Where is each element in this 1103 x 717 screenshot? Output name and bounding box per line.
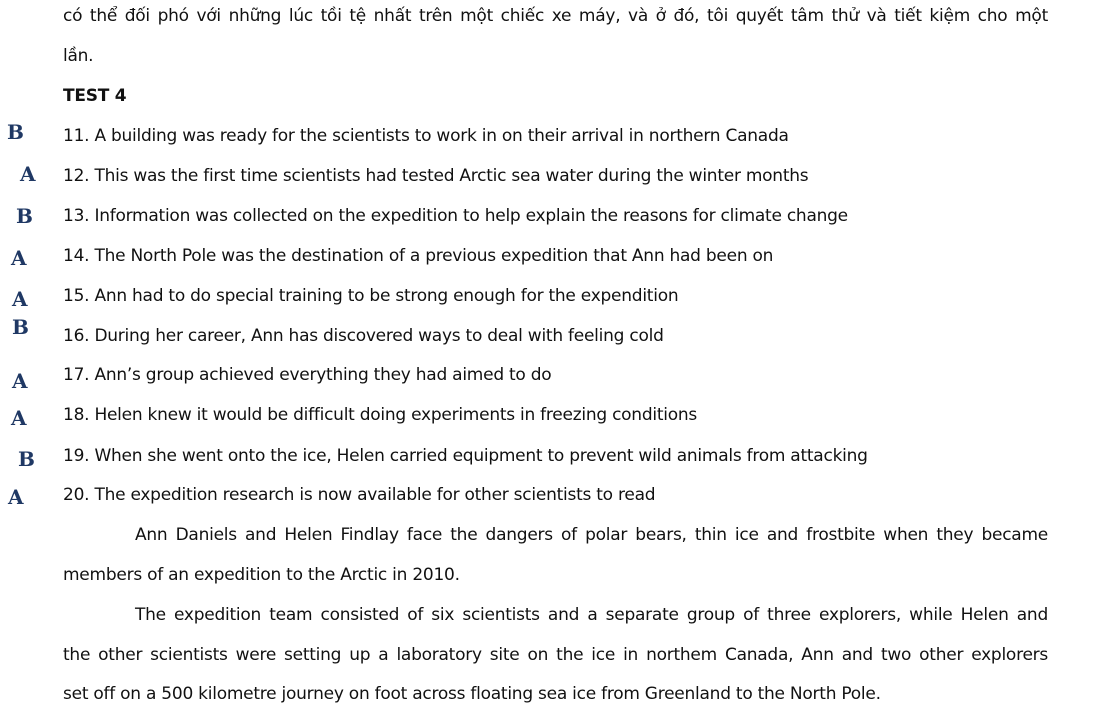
passage-line: members of an expedition to the Arctic in 2010. [63, 565, 460, 585]
statement: 18. Helen knew it would be difficult doing experiments in freezing conditions [63, 405, 698, 425]
statement: 17. Ann’s group achieved everything they had aimed to do [63, 365, 552, 385]
intro-line: lần. [63, 46, 94, 66]
answer-mark: A [20, 162, 36, 186]
passage-line: Ann Daniels and Helen Findlay face the dangers of polar bears, thin ice and frostbite when they became [135, 525, 1048, 545]
answer-mark: B [18, 447, 35, 471]
answer-mark: B [7, 120, 24, 144]
statement: 13. Information was collected on the expedition to help explain the reasons for climate change [63, 206, 848, 226]
answer-mark: A [12, 369, 28, 393]
statement: 19. When she went onto the ice, Helen carried equipment to prevent wild animals from attacking [63, 446, 868, 466]
answer-mark: A [12, 287, 28, 311]
answer-mark: A [8, 485, 24, 509]
statement: 11. A building was ready for the scientists to work in on their arrival in northern Canada [63, 126, 789, 146]
statement: 20. The expedition research is now available for other scientists to read [63, 485, 656, 505]
statement: 16. During her career, Ann has discovered ways to deal with feeling cold [63, 326, 664, 346]
test-heading: TEST 4 [63, 86, 127, 106]
passage-line: the other scientists were setting up a laboratory site on the ice in northem Canada, Ann and two other explorers [63, 645, 1048, 665]
answer-mark: A [11, 406, 27, 430]
intro-line: có thể đối phó với những lúc tồi tệ nhất trên một chiếc xe máy, và ở đó, tôi quyết tâm thử và tiết kiệm cho một [63, 6, 1048, 26]
answer-mark: B [16, 204, 33, 228]
statement: 15. Ann had to do special training to be strong enough for the expendition [63, 286, 679, 306]
answer-mark: A [11, 246, 27, 270]
statement: 12. This was the first time scientists had tested Arctic sea water during the winter months [63, 166, 809, 186]
answer-mark: B [12, 315, 29, 339]
passage-line: set off on a 500 kilometre journey on foot across floating sea ice from Greenland to the North Pole. [63, 684, 881, 704]
statement: 14. The North Pole was the destination of a previous expedition that Ann had been on [63, 246, 774, 266]
passage-line: The expedition team consisted of six scientists and a separate group of three explorers, while Helen and [135, 605, 1048, 625]
